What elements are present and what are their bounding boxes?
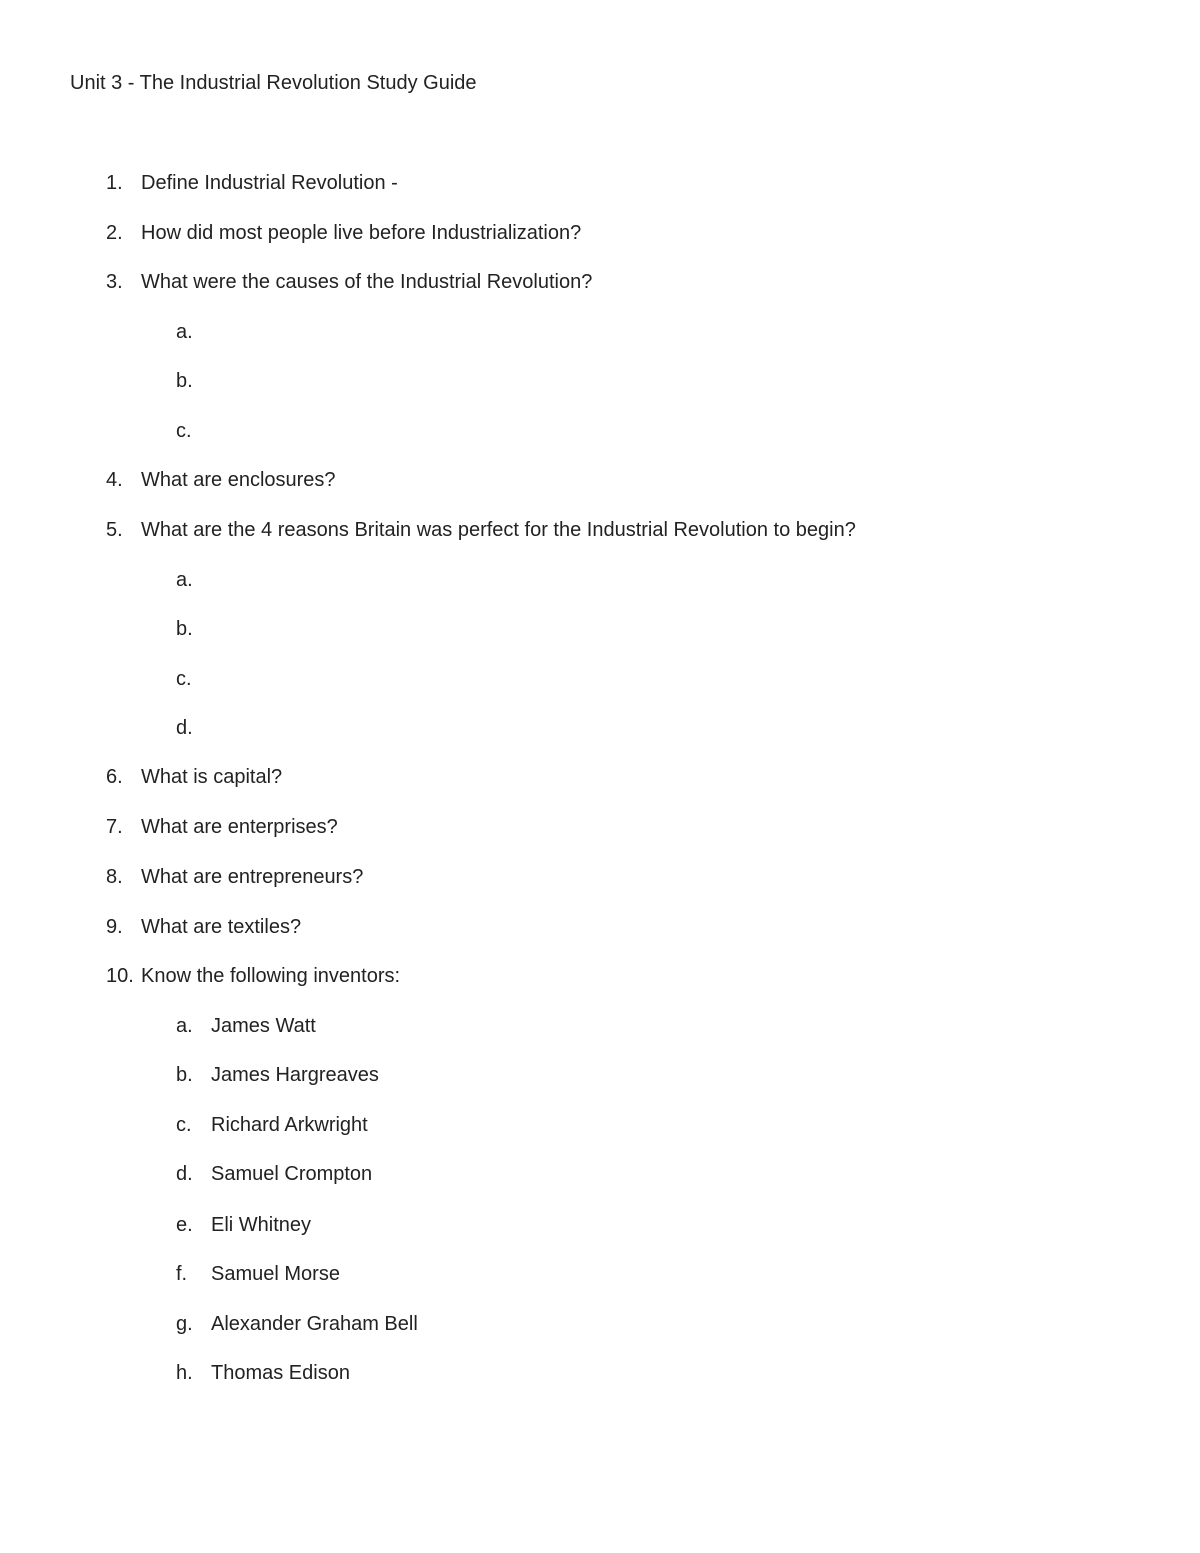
sub-item-letter: b. — [176, 618, 193, 640]
inventor-name: Alexander Graham Bell — [211, 1313, 418, 1335]
document-title: Unit 3 - The Industrial Revolution Study Guide — [70, 72, 477, 94]
sub-item-letter: c. — [176, 1114, 192, 1136]
sub-item-letter: b. — [176, 1064, 193, 1086]
inventor-name: Samuel Crompton — [211, 1163, 373, 1185]
question-number: 2. — [106, 222, 123, 244]
question-number: 4. — [106, 469, 123, 491]
question-text: What is capital? — [141, 766, 283, 788]
inventor-name: James Watt — [211, 1015, 316, 1037]
sub-item-letter: c. — [176, 420, 192, 442]
question-text: What are the 4 reasons Britain was perfect for the Industrial Revolution to begin? — [141, 519, 856, 541]
sub-item-letter: h. — [176, 1362, 193, 1384]
inventor-name: Eli Whitney — [211, 1214, 312, 1236]
question-number: 3. — [106, 271, 123, 293]
sub-item-letter: e. — [176, 1214, 193, 1236]
inventor-name: Samuel Morse — [211, 1263, 340, 1285]
sub-item-letter: d. — [176, 717, 193, 739]
sub-item-letter: a. — [176, 569, 193, 591]
question-text: What are entrepreneurs? — [141, 866, 364, 888]
sub-item-letter: g. — [176, 1313, 193, 1335]
inventor-name: Richard Arkwright — [211, 1114, 368, 1136]
inventor-name: James Hargreaves — [211, 1064, 379, 1086]
inventor-name: Thomas Edison — [211, 1362, 350, 1384]
question-number: 8. — [106, 866, 123, 888]
question-text: How did most people live before Industrialization? — [141, 222, 582, 244]
question-text: Define Industrial Revolution - — [141, 172, 398, 194]
question-number: 7. — [106, 816, 123, 838]
question-text: What are enterprises? — [141, 816, 338, 838]
question-text: What were the causes of the Industrial Revolution? — [141, 271, 593, 293]
question-number: 5. — [106, 519, 123, 541]
question-number: 9. — [106, 916, 123, 938]
sub-item-letter: a. — [176, 321, 193, 343]
question-number: 1. — [106, 172, 123, 194]
sub-item-letter: f. — [176, 1263, 188, 1285]
sub-item-letter: c. — [176, 668, 192, 690]
sub-item-letter: b. — [176, 370, 193, 392]
sub-item-letter: a. — [176, 1015, 193, 1037]
question-text: What are enclosures? — [141, 469, 336, 491]
question-number: 6. — [106, 766, 123, 788]
question-text: What are textiles? — [141, 916, 302, 938]
question-text: Know the following inventors: — [141, 965, 401, 987]
question-number: 10. — [106, 965, 134, 987]
sub-item-letter: d. — [176, 1163, 193, 1185]
